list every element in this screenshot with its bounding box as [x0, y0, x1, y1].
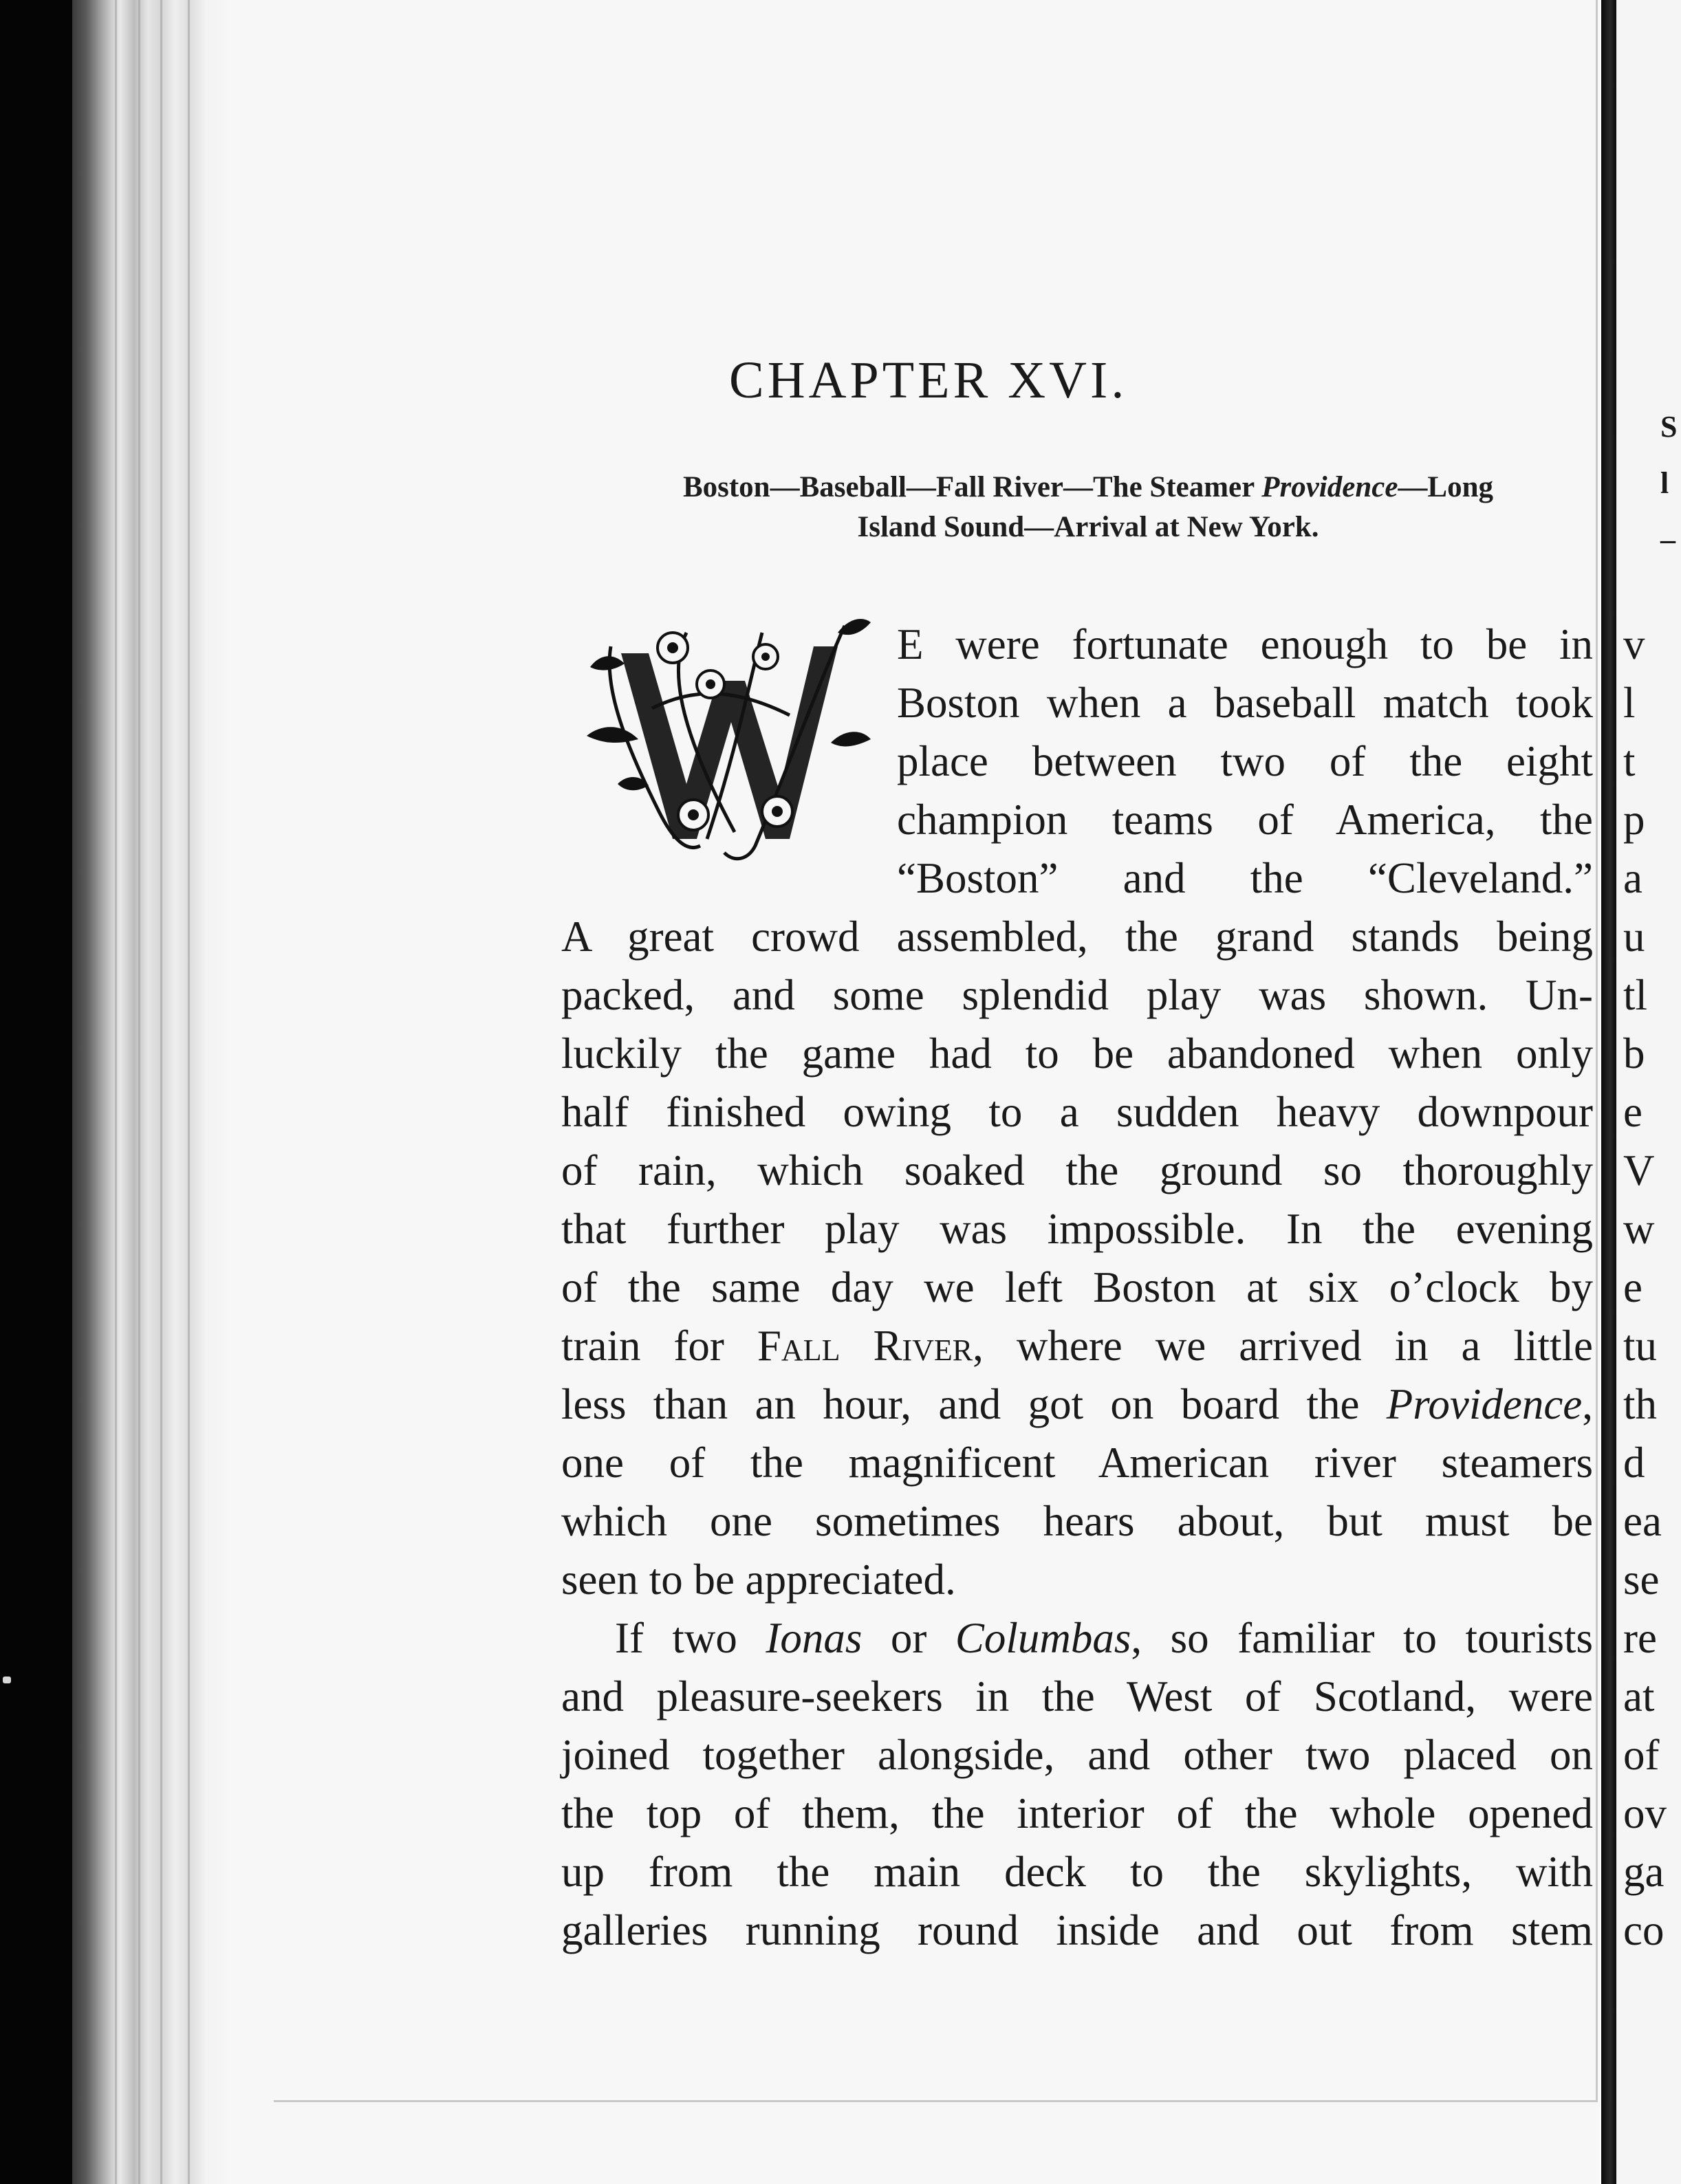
text-line: up from the main deck to the skylights, with	[561, 1848, 1593, 1896]
text-line: which one sometimes hears about, but must be	[561, 1497, 1593, 1545]
text-line: the top of them, the interior of the whole opened	[561, 1789, 1593, 1837]
scan-speck	[3, 1677, 11, 1683]
text-line: one of the magnificent American river steamers	[561, 1439, 1593, 1487]
book-gutter	[1601, 0, 1616, 2184]
chapter-body-text	[561, 615, 1593, 1960]
text-line: galleries running round inside and out from stem	[561, 1906, 1593, 1954]
synopsis-line-2: Island Sound—Arrival at New York.	[857, 511, 1319, 543]
text-line: “Boston” and the “Cleveland.”	[897, 854, 1593, 902]
text-line: Boston when a baseball match took	[897, 679, 1593, 727]
text-line: that further play was impossible. In the evening	[561, 1205, 1593, 1253]
text-line: less than an hour, and got on board the Providence,	[561, 1380, 1593, 1428]
scan-margin-dark	[0, 0, 72, 2184]
text-line: champion teams of America, the	[897, 796, 1593, 844]
text-line: half finished owing to a sudden heavy downpour	[561, 1088, 1593, 1136]
text-line: and pleasure-seekers in the West of Scotland, were	[561, 1672, 1593, 1721]
text-line: luckily the game had to be abandoned when only	[561, 1029, 1593, 1078]
place-name-small-caps: Fall River	[757, 1322, 973, 1370]
text-line: If two Ionas or Columbas, so familiar to tourists	[615, 1614, 1593, 1662]
chapter-title: CHAPTER XVI.	[729, 351, 1128, 409]
ship-name-italic: Providence	[1386, 1380, 1583, 1428]
facing-page-heading-fragments: S l –	[1660, 410, 1678, 556]
text-line: seen to be appreciated.	[561, 1555, 956, 1604]
book-page-edges	[72, 0, 227, 2184]
text-line: of the same day we left Boston at six o’clock by	[561, 1263, 1593, 1311]
facing-page-text-fragments: v l t p a u tl b e V w e tu th d ea se re at of ov ga co	[1623, 620, 1667, 1954]
synopsis-line-1: Boston—Baseball—Fall River—The Steamer Providence—Long	[682, 471, 1494, 503]
text-line: E were fortunate enough to be in	[897, 620, 1593, 668]
text-line: packed, and some splendid play was shown. Un-	[561, 971, 1593, 1019]
text-line: A great crowd assembled, the grand stands being	[561, 913, 1593, 961]
text-line: train for Fall River, where we arrived in a little	[561, 1322, 1593, 1370]
text-line: place between two of the eight	[897, 737, 1593, 785]
text-line: of rain, which soaked the ground so thoroughly	[561, 1146, 1593, 1194]
chapter-synopsis	[596, 468, 1581, 547]
text-line: joined together alongside, and other two placed on	[561, 1731, 1593, 1779]
